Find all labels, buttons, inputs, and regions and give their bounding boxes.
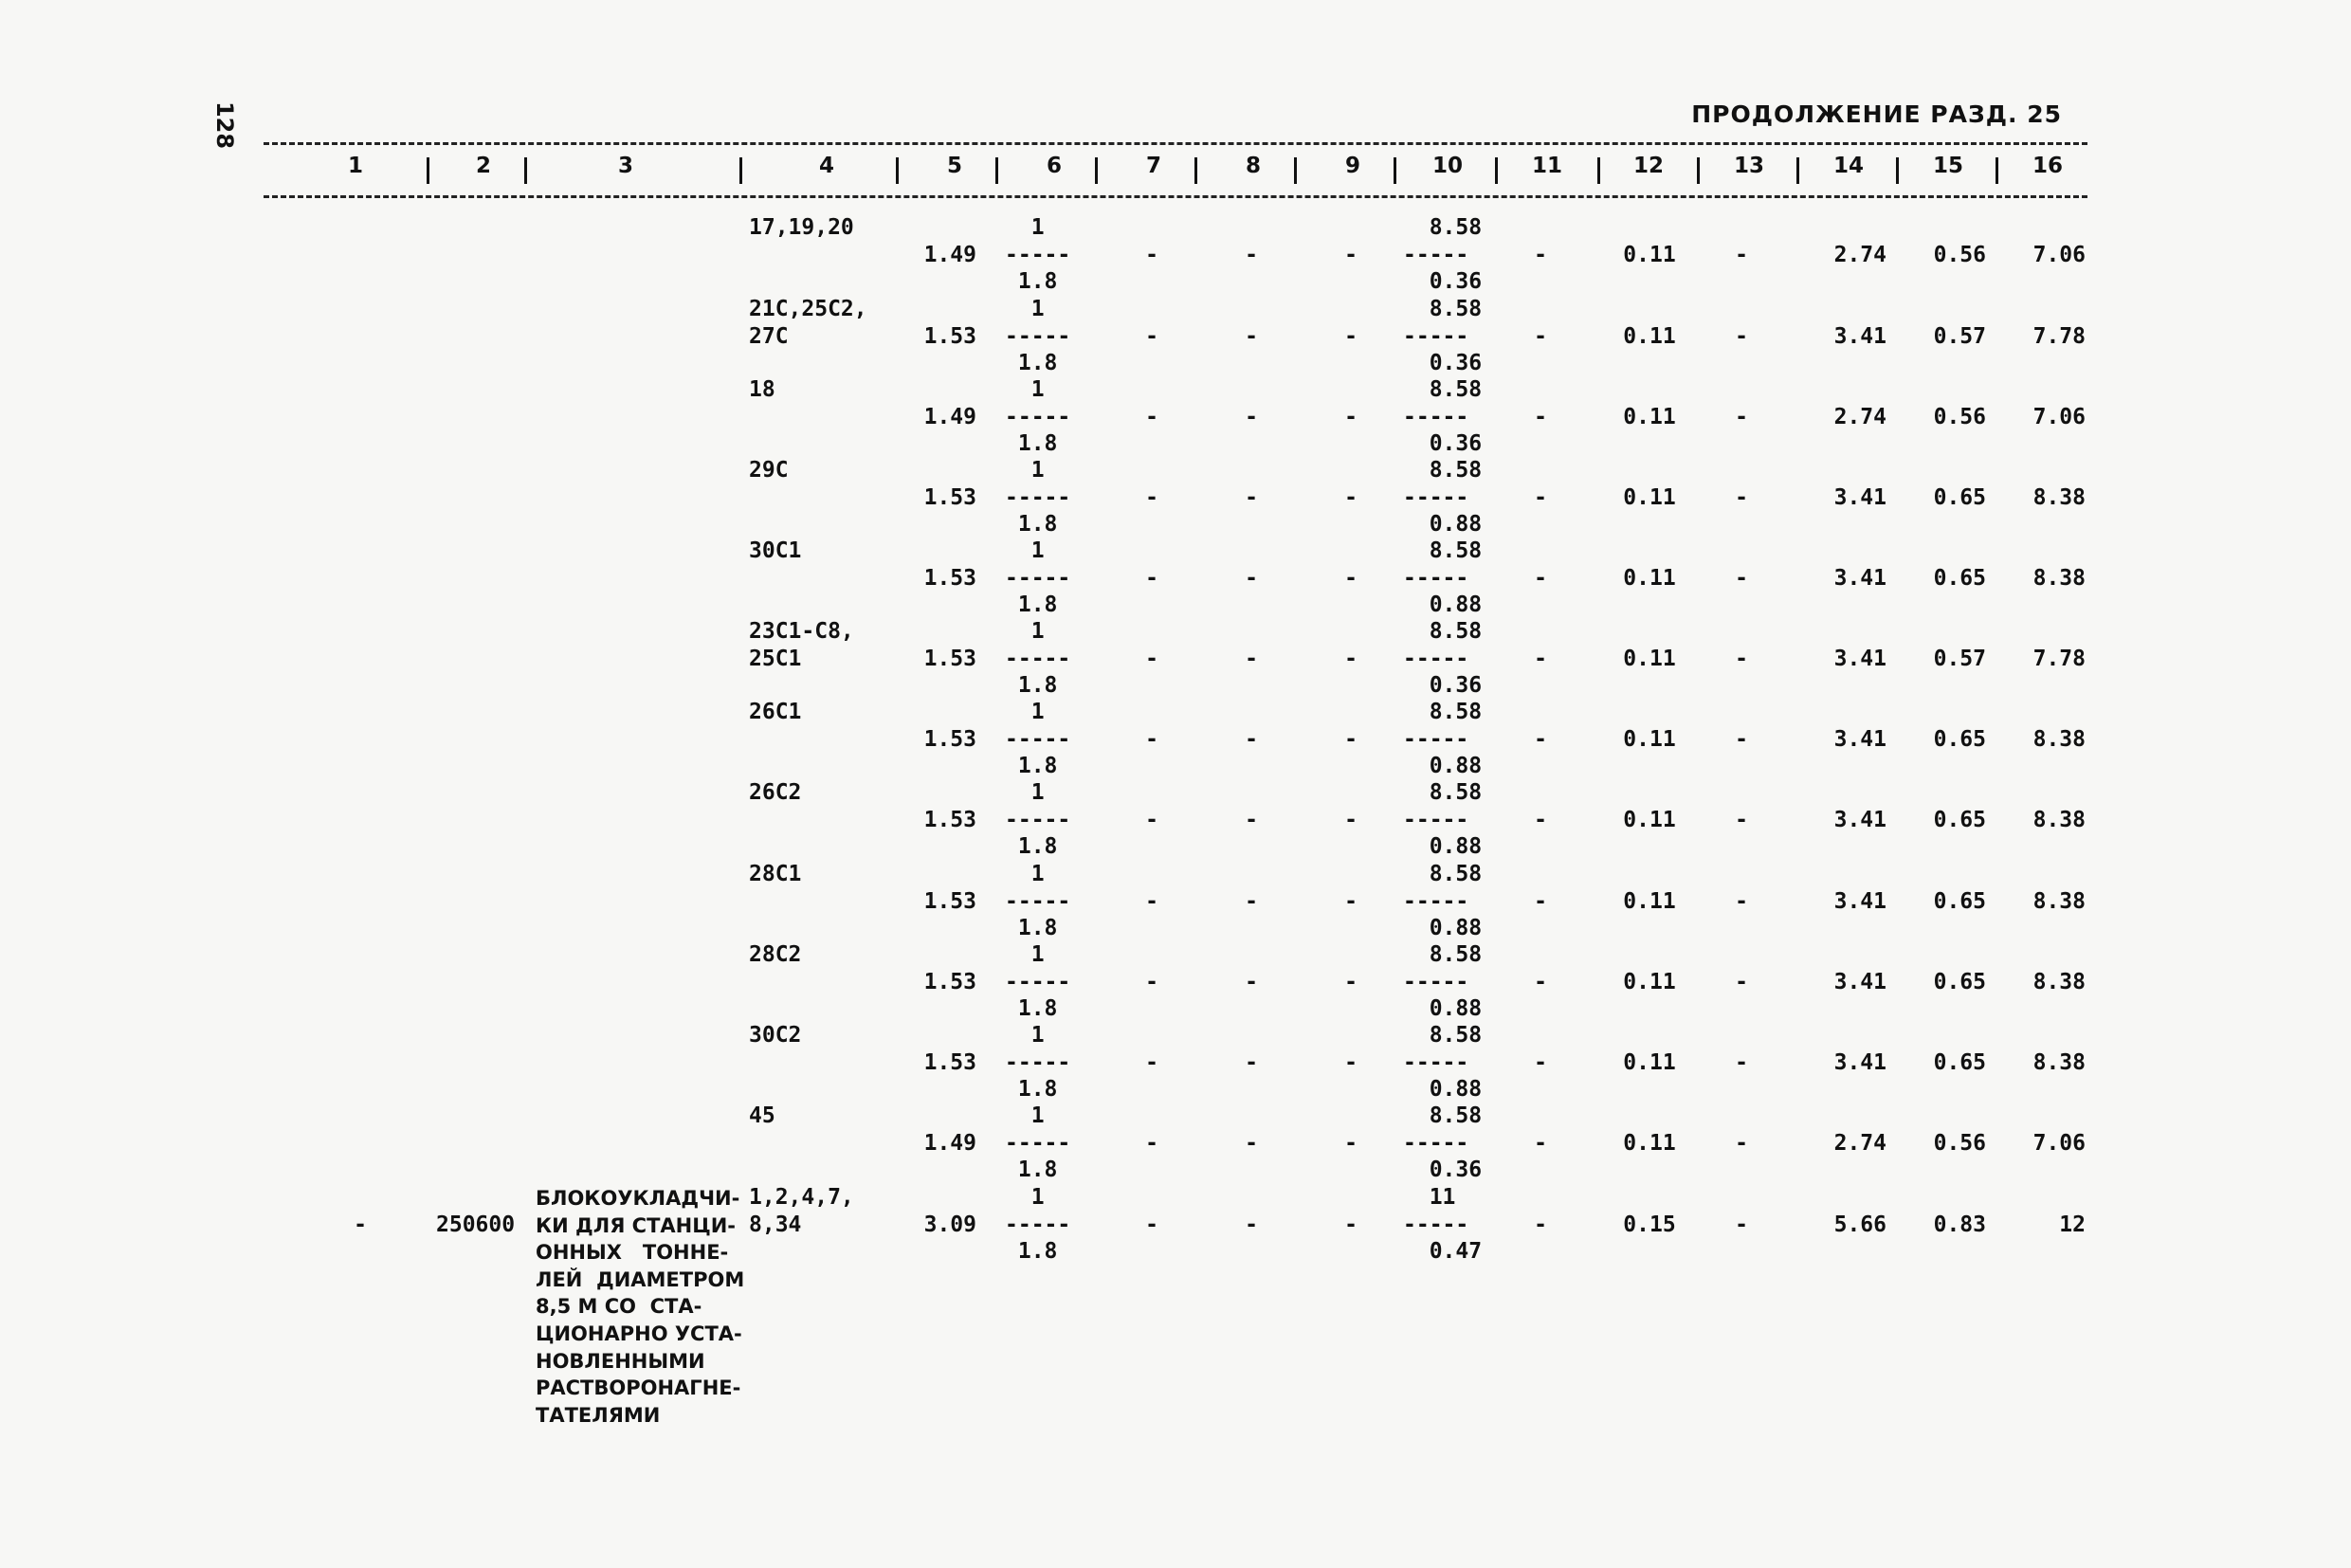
cell-c13: - xyxy=(1735,1212,1748,1237)
cell-c12: 0.11 xyxy=(1623,969,1676,994)
fraction-bar: ----- xyxy=(1403,969,1469,994)
fraction-numerator: 8.58 xyxy=(1403,538,1483,563)
fraction-bar: ----- xyxy=(1005,404,1071,429)
cell-c14: 3.41 xyxy=(1833,646,1886,671)
fraction-bar: ----- xyxy=(1005,565,1071,591)
fraction-denominator: 1.8 xyxy=(1005,673,1058,698)
cell-c8: - xyxy=(1245,404,1258,429)
column-header-6: 6 xyxy=(1046,154,1062,178)
fraction-bar: ----- xyxy=(1005,646,1071,671)
column-separator xyxy=(1597,157,1600,184)
fraction-bar: ----- xyxy=(1005,242,1071,267)
cell-col4-line1: 17,19,20 xyxy=(749,215,854,240)
cell-c7: - xyxy=(1145,484,1158,510)
cell-c13: - xyxy=(1735,888,1748,914)
cell-c11: - xyxy=(1534,726,1547,752)
fraction-numerator: 1 xyxy=(1005,1185,1045,1210)
cell-c12: 0.11 xyxy=(1623,565,1676,591)
cell-c11: - xyxy=(1534,1212,1547,1237)
cell-c16: 8.38 xyxy=(2032,1049,2086,1075)
cell-c15: 0.65 xyxy=(1933,565,1986,591)
cell-c13: - xyxy=(1735,484,1748,510)
description-line: НОВЛЕННЫМИ xyxy=(536,1349,705,1373)
cell-c9: - xyxy=(1344,1049,1358,1075)
cell-c14: 3.41 xyxy=(1833,323,1886,349)
fraction-bar: ----- xyxy=(1005,807,1071,832)
fraction-denominator: 1.8 xyxy=(1005,1158,1058,1182)
fraction-denominator: 0.88 xyxy=(1403,834,1483,859)
cell-c11: - xyxy=(1534,565,1547,591)
cell-c16: 8.38 xyxy=(2032,888,2086,914)
cell-c15: 0.56 xyxy=(1933,404,1986,429)
fraction-numerator: 8.58 xyxy=(1403,700,1483,724)
fraction-numerator: 11 xyxy=(1403,1185,1456,1210)
fraction-denominator: 1.8 xyxy=(1005,834,1058,859)
column-header-3: 3 xyxy=(617,154,633,178)
fraction-denominator: 0.88 xyxy=(1403,754,1483,778)
cell-c9: - xyxy=(1344,726,1358,752)
cell-c8: - xyxy=(1245,807,1258,832)
column-separator xyxy=(1896,157,1899,184)
cell-c16: 8.38 xyxy=(2032,484,2086,510)
fraction-numerator: 1 xyxy=(1005,215,1045,240)
fraction-denominator: 1.8 xyxy=(1005,431,1058,456)
fraction-numerator: 1 xyxy=(1005,458,1045,483)
cell-c15: 0.65 xyxy=(1933,969,1986,994)
fraction-denominator: 0.36 xyxy=(1403,269,1483,294)
description-line: ТАТЕЛЯМИ xyxy=(536,1403,661,1427)
cell-c11: - xyxy=(1534,484,1547,510)
cell-c7: - xyxy=(1145,323,1158,349)
cell-c7: - xyxy=(1145,565,1158,591)
cell-c14: 3.41 xyxy=(1833,484,1886,510)
fraction-numerator: 1 xyxy=(1005,538,1045,563)
cell-c16: 8.38 xyxy=(2032,565,2086,591)
cell-col5: 1.49 xyxy=(923,1130,976,1156)
cell-c7: - xyxy=(1145,646,1158,671)
cell-c12: 0.11 xyxy=(1623,484,1676,510)
cell-c12: 0.11 xyxy=(1623,242,1676,267)
cell-col4-line1: 26C1 xyxy=(749,700,802,724)
fraction-numerator: 8.58 xyxy=(1403,942,1483,967)
fraction-bar: ----- xyxy=(1403,404,1469,429)
cell-c8: - xyxy=(1245,1049,1258,1075)
cell-c16: 7.06 xyxy=(2032,1130,2086,1156)
column-header-4: 4 xyxy=(818,154,834,178)
cell-c15: 0.56 xyxy=(1933,1130,1986,1156)
column-header-10: 10 xyxy=(1431,154,1463,178)
cell-c8: - xyxy=(1245,1130,1258,1156)
column-separator xyxy=(1394,157,1396,184)
cell-code: 250600 xyxy=(436,1212,516,1237)
fraction-numerator: 8.58 xyxy=(1403,862,1483,886)
column-header-15: 15 xyxy=(1932,154,1963,178)
cell-c12: 0.11 xyxy=(1623,1049,1676,1075)
cell-c9: - xyxy=(1344,565,1358,591)
column-header-16: 16 xyxy=(2032,154,2063,178)
cell-c15: 0.65 xyxy=(1933,484,1986,510)
fraction-bar: ----- xyxy=(1403,484,1469,510)
cell-c15: 0.65 xyxy=(1933,807,1986,832)
cell-c16: 8.38 xyxy=(2032,807,2086,832)
cell-c13: - xyxy=(1735,726,1748,752)
fraction-denominator: 1.8 xyxy=(1005,754,1058,778)
fraction-denominator: 0.36 xyxy=(1403,351,1483,375)
description-line: ЦИОНАРНО УСТА- xyxy=(536,1322,742,1345)
cell-c15: 0.65 xyxy=(1933,888,1986,914)
cell-col4-line1: 23C1-C8, xyxy=(749,619,854,644)
column-separator xyxy=(1194,157,1197,184)
fraction-denominator: 1.8 xyxy=(1005,593,1058,617)
cell-c8: - xyxy=(1245,565,1258,591)
fraction-bar: ----- xyxy=(1403,565,1469,591)
fraction-bar: ----- xyxy=(1403,323,1469,349)
fraction-numerator: 1 xyxy=(1005,377,1045,402)
cell-c9: - xyxy=(1344,1130,1358,1156)
fraction-denominator: 0.36 xyxy=(1403,431,1483,456)
column-separator xyxy=(1697,157,1700,184)
cell-c9: - xyxy=(1344,646,1358,671)
column-separator xyxy=(896,157,899,184)
cell-c7: - xyxy=(1145,807,1158,832)
column-header-7: 7 xyxy=(1145,154,1161,178)
column-header-13: 13 xyxy=(1733,154,1764,178)
fraction-numerator: 8.58 xyxy=(1403,377,1483,402)
cell-col4-line1: 28C1 xyxy=(749,862,802,886)
cell-c11: - xyxy=(1534,646,1547,671)
cell-c12: 0.15 xyxy=(1623,1212,1676,1237)
cell-c12: 0.11 xyxy=(1623,323,1676,349)
cell-c7: - xyxy=(1145,969,1158,994)
cell-c9: - xyxy=(1344,807,1358,832)
cell-col5: 1.53 xyxy=(923,646,976,671)
description-line: КИ ДЛЯ СТАНЦИ- xyxy=(536,1213,737,1237)
cell-c8: - xyxy=(1245,1212,1258,1237)
fraction-numerator: 8.58 xyxy=(1403,1023,1483,1048)
fraction-numerator: 8.58 xyxy=(1403,780,1483,805)
fraction-bar: ----- xyxy=(1403,726,1469,752)
column-header-14: 14 xyxy=(1832,154,1864,178)
fraction-numerator: 1 xyxy=(1005,297,1045,321)
fraction-bar: ----- xyxy=(1005,1130,1071,1156)
cell-c12: 0.11 xyxy=(1623,1130,1676,1156)
cell-c9: - xyxy=(1344,404,1358,429)
cell-col5: 1.49 xyxy=(923,242,976,267)
fraction-bar: ----- xyxy=(1403,242,1469,267)
cell-c8: - xyxy=(1245,323,1258,349)
cell-col5: 1.53 xyxy=(923,1049,976,1075)
cell-c12: 0.11 xyxy=(1623,807,1676,832)
cell-c12: 0.11 xyxy=(1623,646,1676,671)
cell-c7: - xyxy=(1145,726,1158,752)
fraction-bar: ----- xyxy=(1005,1212,1071,1237)
fraction-bar: ----- xyxy=(1005,726,1071,752)
description-line: 8,5 М СО СТА- xyxy=(536,1295,702,1319)
fraction-bar: ----- xyxy=(1403,646,1469,671)
column-header-5: 5 xyxy=(946,154,962,178)
fraction-bar: ----- xyxy=(1403,1049,1469,1075)
cell-c8: - xyxy=(1245,484,1258,510)
cell-c7: - xyxy=(1145,888,1158,914)
cell-col5: 1.53 xyxy=(923,888,976,914)
cell-col4-line1: 26C2 xyxy=(749,780,802,805)
cell-col5: 1.53 xyxy=(923,807,976,832)
cell-c13: - xyxy=(1735,565,1748,591)
cell-c14: 3.41 xyxy=(1833,807,1886,832)
fraction-denominator: 0.88 xyxy=(1403,512,1483,537)
column-header-12: 12 xyxy=(1632,154,1664,178)
fraction-numerator: 1 xyxy=(1005,1103,1045,1128)
cell-c16: 7.06 xyxy=(2032,404,2086,429)
fraction-denominator: 0.88 xyxy=(1403,996,1483,1021)
fraction-bar: ----- xyxy=(1005,969,1071,994)
cell-c13: - xyxy=(1735,646,1748,671)
fraction-numerator: 8.58 xyxy=(1403,458,1483,483)
fraction-bar: ----- xyxy=(1005,1049,1071,1075)
column-separator xyxy=(427,157,429,184)
cell-c14: 3.41 xyxy=(1833,1049,1886,1075)
cell-c11: - xyxy=(1534,969,1547,994)
cell-c7: - xyxy=(1145,404,1158,429)
fraction-denominator: 0.88 xyxy=(1403,916,1483,940)
cell-c12: 0.11 xyxy=(1623,726,1676,752)
fraction-denominator: 0.36 xyxy=(1403,1158,1483,1182)
cell-c15: 0.57 xyxy=(1933,323,1986,349)
description-line: ОННЫХ ТОННЕ- xyxy=(536,1241,729,1265)
cell-c8: - xyxy=(1245,969,1258,994)
fraction-numerator: 1 xyxy=(1005,780,1045,805)
cell-col1: - xyxy=(354,1212,367,1237)
cell-c15: 0.56 xyxy=(1933,242,1986,267)
cell-c9: - xyxy=(1344,484,1358,510)
column-separator xyxy=(524,157,527,184)
cell-c13: - xyxy=(1735,807,1748,832)
fraction-bar: ----- xyxy=(1403,807,1469,832)
cell-c14: 3.41 xyxy=(1833,565,1886,591)
cell-c11: - xyxy=(1534,807,1547,832)
column-header-9: 9 xyxy=(1344,154,1360,178)
column-separator xyxy=(1095,157,1098,184)
cell-c11: - xyxy=(1534,323,1547,349)
fraction-bar: ----- xyxy=(1403,888,1469,914)
fraction-denominator: 1.8 xyxy=(1005,351,1058,375)
fraction-numerator: 8.58 xyxy=(1403,619,1483,644)
table-header-row xyxy=(0,154,2351,188)
cell-c15: 0.83 xyxy=(1933,1212,1986,1237)
cell-c11: - xyxy=(1534,404,1547,429)
cell-c13: - xyxy=(1735,1130,1748,1156)
cell-c16: 8.38 xyxy=(2032,726,2086,752)
cell-c16: 7.06 xyxy=(2032,242,2086,267)
fraction-denominator: 1.8 xyxy=(1005,1239,1058,1264)
column-header-8: 8 xyxy=(1245,154,1261,178)
page-number: 128 xyxy=(211,100,239,150)
column-separator xyxy=(739,157,742,184)
fraction-numerator: 1 xyxy=(1005,942,1045,967)
fraction-numerator: 8.58 xyxy=(1403,297,1483,321)
fraction-bar: ----- xyxy=(1403,1212,1469,1237)
fraction-denominator: 0.88 xyxy=(1403,1077,1483,1102)
cell-c13: - xyxy=(1735,323,1748,349)
fraction-denominator: 0.36 xyxy=(1403,673,1483,698)
column-header-11: 11 xyxy=(1531,154,1562,178)
cell-c11: - xyxy=(1534,1049,1547,1075)
fraction-denominator: 1.8 xyxy=(1005,1077,1058,1102)
cell-col4-line1: 45 xyxy=(749,1103,775,1128)
column-separator xyxy=(1294,157,1297,184)
cell-c8: - xyxy=(1245,726,1258,752)
fraction-numerator: 1 xyxy=(1005,1023,1045,1048)
cell-c12: 0.11 xyxy=(1623,404,1676,429)
cell-c11: - xyxy=(1534,1130,1547,1156)
fraction-numerator: 1 xyxy=(1005,619,1045,644)
cell-col5: 1.53 xyxy=(923,565,976,591)
column-separator xyxy=(995,157,998,184)
description-line: БЛОКОУКЛАДЧИ- xyxy=(536,1187,740,1210)
cell-c15: 0.57 xyxy=(1933,646,1986,671)
cell-col4-line1: 1,2,4,7, xyxy=(749,1185,854,1210)
cell-c14: 3.41 xyxy=(1833,726,1886,752)
cell-c15: 0.65 xyxy=(1933,726,1986,752)
cell-col5: 1.53 xyxy=(923,484,976,510)
fraction-bar: ----- xyxy=(1403,1130,1469,1156)
cell-c14: 3.41 xyxy=(1833,969,1886,994)
cell-c8: - xyxy=(1245,242,1258,267)
cell-c9: - xyxy=(1344,888,1358,914)
cell-col4-line1: 28C2 xyxy=(749,942,802,967)
cell-c13: - xyxy=(1735,404,1748,429)
cell-col4-line1: 29C xyxy=(749,458,789,483)
cell-col4-line2: 8,34 xyxy=(749,1212,802,1237)
cell-c14: 2.74 xyxy=(1833,404,1886,429)
cell-c9: - xyxy=(1344,242,1358,267)
fraction-denominator: 1.8 xyxy=(1005,916,1058,940)
cell-col5: 1.53 xyxy=(923,726,976,752)
cell-c14: 2.74 xyxy=(1833,242,1886,267)
cell-c8: - xyxy=(1245,888,1258,914)
cell-c7: - xyxy=(1145,1212,1158,1237)
column-header-1: 1 xyxy=(347,154,363,178)
cell-col4-line1: 30C2 xyxy=(749,1023,802,1048)
cell-c7: - xyxy=(1145,242,1158,267)
fraction-bar: ----- xyxy=(1005,323,1071,349)
column-header-2: 2 xyxy=(475,154,491,178)
fraction-numerator: 8.58 xyxy=(1403,215,1483,240)
cell-col5: 1.53 xyxy=(923,969,976,994)
cell-c14: 5.66 xyxy=(1833,1212,1886,1237)
fraction-denominator: 1.8 xyxy=(1005,996,1058,1021)
cell-c14: 3.41 xyxy=(1833,888,1886,914)
cell-c13: - xyxy=(1735,242,1748,267)
column-separator xyxy=(1996,157,1998,184)
fraction-denominator: 0.47 xyxy=(1403,1239,1483,1264)
column-separator xyxy=(1796,157,1799,184)
cell-c9: - xyxy=(1344,323,1358,349)
running-head: ПРОДОЛЖЕНИЕ РАЗД. 25 xyxy=(1691,100,2062,128)
fraction-denominator: 0.88 xyxy=(1403,593,1483,617)
cell-c12: 0.11 xyxy=(1623,888,1676,914)
cell-c13: - xyxy=(1735,1049,1748,1075)
cell-c9: - xyxy=(1344,969,1358,994)
cell-c15: 0.65 xyxy=(1933,1049,1986,1075)
cell-c13: - xyxy=(1735,969,1748,994)
last-row-description xyxy=(536,1185,745,1429)
cell-col4-line2: 25C1 xyxy=(749,646,802,671)
description-line: РАСТВОРОНАГНЕ- xyxy=(536,1377,741,1400)
table-rule-bottom xyxy=(264,195,2087,198)
cell-col4-line1: 30C1 xyxy=(749,538,802,563)
cell-c9: - xyxy=(1344,1212,1358,1237)
cell-c7: - xyxy=(1145,1130,1158,1156)
cell-c16: 12 xyxy=(2059,1212,2086,1237)
description-line: ЛЕЙ ДИАМЕТРОМ xyxy=(536,1267,745,1291)
cell-col5: 1.49 xyxy=(923,404,976,429)
cell-c7: - xyxy=(1145,1049,1158,1075)
cell-c16: 7.78 xyxy=(2032,323,2086,349)
column-separator xyxy=(1495,157,1498,184)
cell-c16: 7.78 xyxy=(2032,646,2086,671)
fraction-numerator: 8.58 xyxy=(1403,1103,1483,1128)
cell-col5: 3.09 xyxy=(923,1212,976,1237)
cell-col4-line1: 21C,25C2, xyxy=(749,297,867,321)
fraction-denominator: 1.8 xyxy=(1005,269,1058,294)
fraction-bar: ----- xyxy=(1005,888,1071,914)
fraction-bar: ----- xyxy=(1005,484,1071,510)
cell-c11: - xyxy=(1534,242,1547,267)
cell-c8: - xyxy=(1245,646,1258,671)
cell-col5: 1.53 xyxy=(923,323,976,349)
fraction-denominator: 1.8 xyxy=(1005,512,1058,537)
cell-col4-line2: 27C xyxy=(749,323,789,349)
cell-c11: - xyxy=(1534,888,1547,914)
fraction-numerator: 1 xyxy=(1005,862,1045,886)
cell-col4-line1: 18 xyxy=(749,377,775,402)
cell-c14: 2.74 xyxy=(1833,1130,1886,1156)
table-rule-top xyxy=(264,142,2087,145)
cell-c16: 8.38 xyxy=(2032,969,2086,994)
fraction-numerator: 1 xyxy=(1005,700,1045,724)
